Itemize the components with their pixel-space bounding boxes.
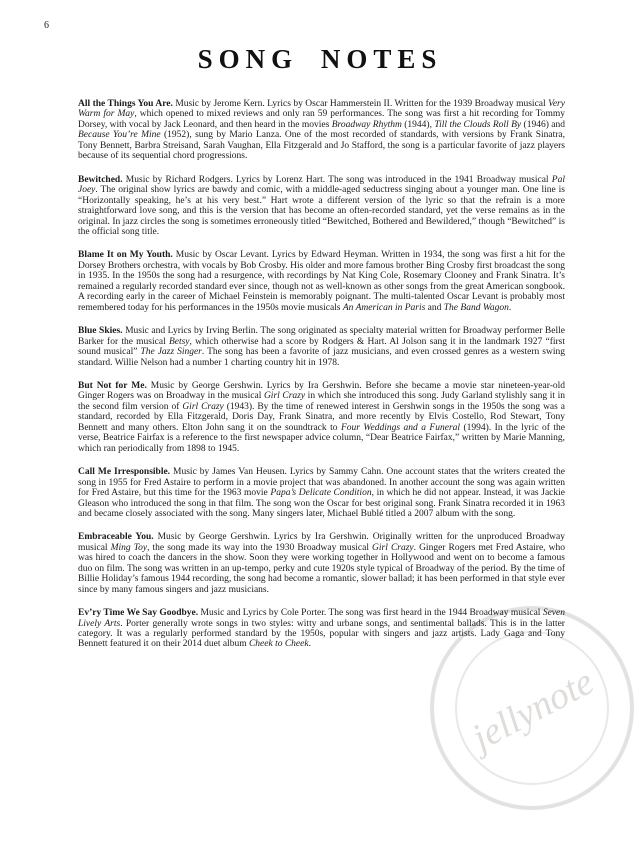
note-text: , in which he did not appear. Instead, it was Jackie Gleason who introduced the song in that film. The song won the Oscar for best original song. Frank Sinatra recorded it in 1963 and became closely associated with the song. Many singers later, Michael Bublé titled a 2007 album with the song. [78,488,566,519]
note-text: . [308,639,311,650]
song-note-paragraph [78,326,565,368]
page-title: SONG NOTES [197,44,443,74]
note-text: , which opened to mixed reviews and only ran 59 performances. The song was first a hit recording for Tommy Dorsey, with vocal by Jack Leonard, and then heard in the movies [78,109,565,130]
note-text: Music by James Van Heusen. Lyrics by Sammy Cahn. One account states that the writers created the song in 1955 for Fred Astaire to perform in a movie project that was abandoned. In another account the song was again written for Fred Astaire, but this time for the 1963 movie [78,467,565,499]
note-text: Music by Richard Rodgers. Lyrics by Lorenz Hart. The song was introduced in the 1941 Broadway musical [122,174,552,185]
song-title: Bewitched. [78,174,123,185]
note-text: (1944), [401,119,435,130]
work-title: Girl Crazy [263,391,306,402]
work-title: Seven Lively Arts [78,608,565,629]
note-text: Music by George Gershwin. Lyrics by Ira Gershwin. Before she became a movie star nineteen-year-old Ginger Rogers was on Broadway in the musical [78,380,565,402]
song-note-paragraph [78,250,565,313]
work-title: Pal Joey [78,174,565,196]
song-title: But Not for Me. [78,380,147,391]
song-note-paragraph [78,381,565,454]
note-text: . [508,302,512,313]
notes [78,99,565,650]
work-title: The Jazz Singer [140,347,202,358]
song-title: Call Me Irresponsible. [78,467,171,478]
work-title: An American in Paris [342,302,426,313]
work-title: Betsy [168,336,190,347]
note-text: . Ginger Rogers met Fred Astaire, who was hired to coach the dancers in the show. Soon they were working together in Hollywood and went on to become a famous duo on film. The song was written in an up-tempo, perky and cute 1920s style typical of Broadway of the period. By the time of Billie Holiday’s famous 1944 recording, the song had become a romantic, slower ballad; it has been performed in that style ever since by many famous singers and jazz musicians. [78,542,566,595]
note-text: Music by Oscar Levant. Lyrics by Edward Heyman. Written in 1934, the song was first a hit for the Dorsey Brothers orchestra, with vocals by Bob Crosby. His older and more famous brother Bing Crosby first broadcast the song in 1935. In the 1950s the song had a resurgence, with recordings by Nat King Cole, Rosemary Clooney and Frank Sinatra. It’s remained a regularly recorded standard ever since, though not as well-known as other songs from the great American songbook. A recording early in the career of Michael Feinstein is memorably poignant. The multi-talented Oscar Levant is probably most remembered today for his performances in the 1950s movie musicals [78,250,565,313]
work-title: Because You’re Mine [78,130,161,141]
song-title: All the Things You Are. [78,99,173,109]
note-text: Music and Lyrics by Irving Berlin. The song originated as specialty material written for Broadway performer Belle Barker for the musical [78,326,565,347]
note-text: and [425,302,444,313]
song-note-paragraph [78,532,565,595]
work-title: Cheek to Cheek [248,639,309,650]
work-title: The Band Wagon [443,302,509,313]
note-text: in which she introduced this song. Judy Garland stylishly sang it in the second film version of [78,391,565,412]
note-text: Music by Jerome Kern. Lyrics by Oscar Hammerstein II. Written for the 1939 Broadway musical [172,99,549,109]
page-number: 6 [44,20,49,31]
song-note-paragraph [78,608,565,650]
note-text: Music by George Gershwin. Lyrics by Ira Gershwin. Originally written for the unproduced Broadway musical [78,532,566,553]
note-text: (1943). By the time of renewed interest in Gershwin songs in the 1950s the song was a standard, recorded by Ella Fitzgerald, Doris Day, Frank Sinatra, and more recently by Elvis Costello, Rod Stewart, Tony Bennett and many others. Elton John sang it on the soundtrack to [78,401,565,433]
note-text: (1952), sung by Mario Lanza. One of the most recorded of standards, with versions by Frank Sinatra, Tony Bennett, Barbra Streisand, Sarah Vaughan, Ella Fitzgerald and Jo Stafford, the song is a particular favorite of jazz players because of its sequential chord progressions. [78,130,565,162]
note-text: . Porter generally wrote songs in two styles: witty and urbane songs, and sentimental ballads. This is in the latter category. It was a regularly performed standard by the 1950s, popular with singers and jazz artists. Lady Gaga and Tony Bennett featured it on their 2014 duet album [78,618,565,650]
note-text: . The original show lyrics are bawdy and comic, with a middle-aged seductress singing about a younger man. One line is “Horizontally speaking, he’s at his very best.” Hart wrote a different version of the lyric so that the refrain is a more straightforward love song, and this is the version that has become an often-recorded standard, yet the verse remains as in the original. In jazz circles the song is sometimes erroneously titled “Bewitched, Bothered and Bewildered,” though “Bewitched” is the official song title. [78,185,565,237]
song-title: Ev’ry Time We Say Goodbye. [78,608,199,619]
note-text: (1946) and [521,119,565,130]
work-title: Papa’s Delicate Condition [270,488,372,499]
note-text: , the song made its way into the 1930 Broadway musical [147,542,373,553]
note-text: . The song has been a favorite of jazz musicians, and even crossed genres as a western swing standard. Willie Nelson had a number 1 charting country hit in 1978. [78,347,566,368]
work-title: Very Warm for May [78,99,565,120]
song-title: Blame It on My Youth. [78,250,173,261]
work-title: Girl Crazy [372,542,414,553]
song-note-paragraph [78,467,565,519]
note-text: Music and Lyrics by Cole Porter. The song was first heard in the 1944 Broadway musical [198,608,543,619]
song-title: Embraceable You. [78,532,154,543]
work-title: Ming Toy [110,542,148,553]
song-title: Blue Skies. [78,326,123,337]
song-note-paragraph [78,175,565,238]
work-title: Till the Clouds Roll By [434,119,522,130]
song-note-paragraph [78,99,565,162]
note-text: , which otherwise had a score by Rodgers & Hart. Al Jolson sang it in the landmark 1927 “first sound musical” [78,336,566,358]
note-text: (1994). In the lyric of the verse, Beatrice Fairfax is a reference to the first newspaper advice column, “Dear Beatrice Fairfax,” written by Marie Manning, which ran periodically from 1898 to 1945. [78,422,565,454]
watermark-text: jellynote [465,660,601,760]
work-title: Girl Crazy [182,401,224,412]
work-title: Broadway Rhythm [331,119,402,130]
work-title: Four Weddings and a Funeral [340,422,461,433]
